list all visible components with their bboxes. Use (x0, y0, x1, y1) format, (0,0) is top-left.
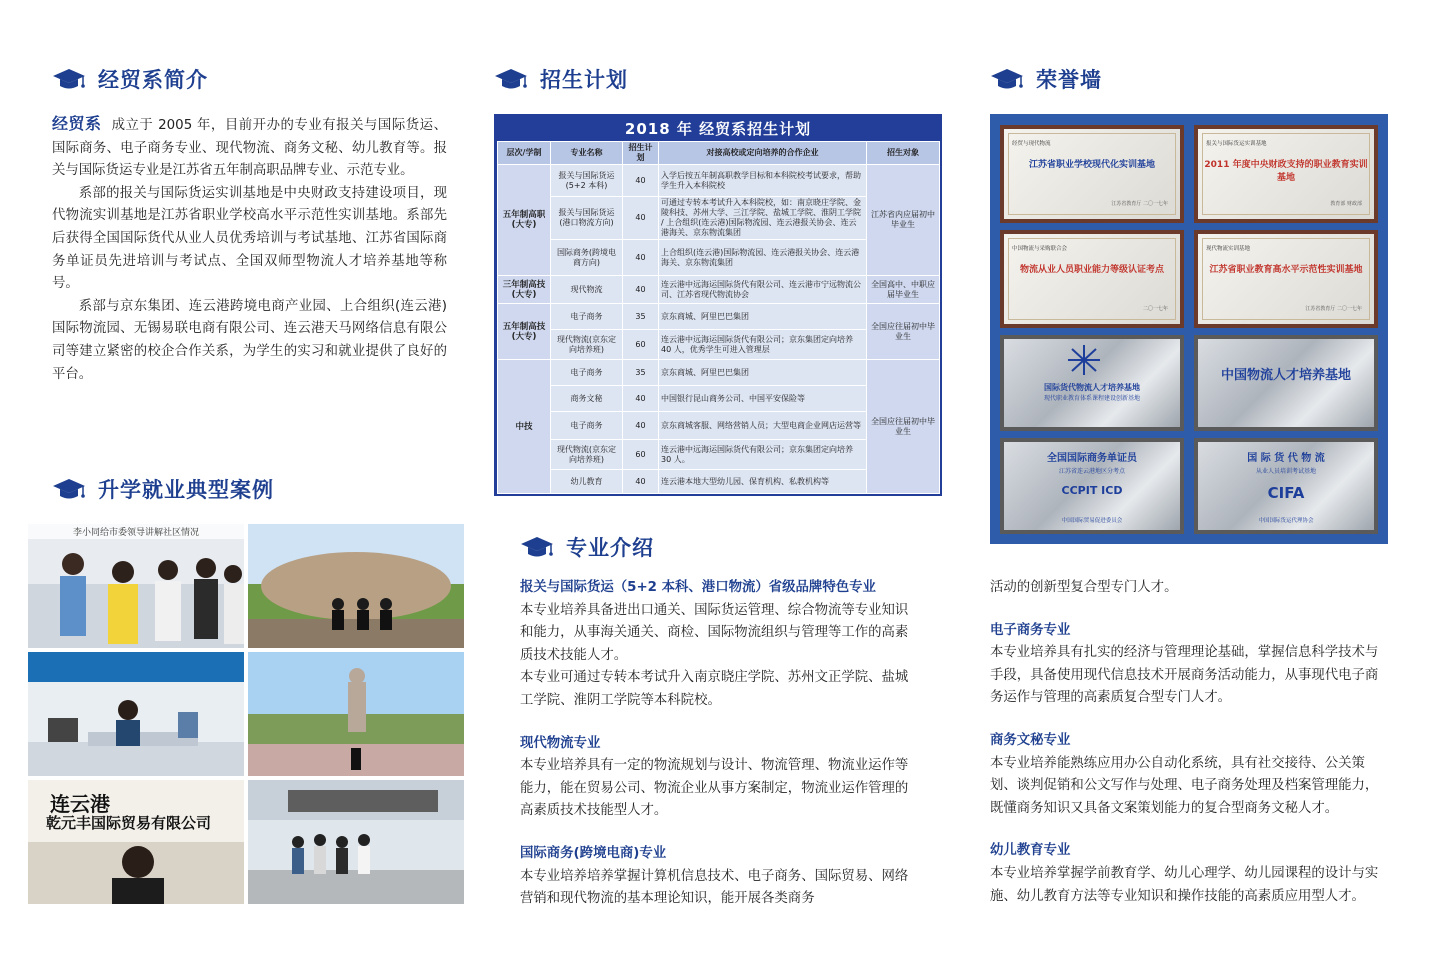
graduation-cap-icon (494, 67, 528, 91)
table-row (498, 276, 940, 304)
graduation-cap-icon (520, 535, 554, 559)
honor-plaque-8 (1194, 438, 1378, 534)
plaque-title: 全国国际商务单证员 (1047, 453, 1137, 464)
plaque-date: 二〇一七年 (1142, 306, 1168, 312)
case-photo-sign-company: 乾元丰国际贸易有限公司 (46, 814, 212, 832)
major-cell: 电子商务 (551, 412, 623, 440)
honor-plaque-2 (1194, 125, 1378, 223)
major-desc-customs-transfer: 本专业可通过专转本考试升入南京晓庄学院、苏州文正学院、盐城工学院、淮阴工学院等本科院校。 (520, 670, 909, 708)
plan-count-cell: 40 (623, 197, 659, 240)
table-row (498, 360, 940, 386)
coop-cell: 连云港中远海运国际货代有限公司、连云港市宁远物流公司、江苏省现代物流协会 (659, 276, 867, 304)
intro-paragraph-2: 系部的报关与国际货运实训基地是中央财政支持建设项目，现代物流实训基地是江苏省职业学校高水平示范性实训基地。系部先后获得全国国际货代从业人员优秀培训与考试基地、江苏省国际商务单证员先进培训与考试点、全国双师型物流人才培养基地等称号。 (52, 185, 447, 292)
intro-heading (52, 64, 208, 94)
target-cell: 江苏省内应届初中毕业生 (867, 165, 940, 276)
major-title-ecommerce: 电子商务专业 (990, 622, 1071, 638)
intro-title: 经贸系简介 (98, 68, 208, 92)
major-desc-intl-business: 本专业培养培养掌握计算机信息技术、电子商务、国际贸易、网络营销和现代物流的基本理论知识，能开展各类商务 (520, 868, 909, 907)
plaque-title: 2011 年度中央财政支持的职业教育实训基地 (1204, 160, 1368, 183)
plaque-date: 江苏省教育厅 二〇一七年 (1111, 201, 1168, 207)
level-cell: 三年制高技(大专) (498, 276, 551, 304)
level-cell: 五年制高职(大专) (498, 165, 551, 276)
honor-heading (990, 64, 1102, 94)
major-cell: 国际商务(跨境电商方向) (551, 240, 623, 276)
major-title-preschool: 幼儿教育专业 (990, 843, 1071, 859)
enrollment-plan-table (494, 114, 942, 496)
major-desc-secretary: 本专业培养能熟练应用办公自动化系统，具有社交接待、公关策划、谈判促销和公文写作与处理、电子商务处理及档案管理能力，既懂商务知识又具备文案策划能力的复合型商务文秘人才。 (990, 755, 1379, 816)
plaque-title: 国际货代物流人才培养基地 (1044, 383, 1140, 392)
major-cell: 现代物流(京东定向培养班) (551, 440, 623, 470)
plan-count-cell: 40 (623, 165, 659, 197)
plan-header-cell: 层次/学制 (498, 142, 551, 165)
major-cell: 电子商务 (551, 360, 623, 386)
plaque-org: 中国物流与采购联合会 (1012, 246, 1068, 252)
plaque-subtitle: 现代职业教育体系课程建设创新基地 (1043, 395, 1140, 402)
plan-count-cell: 40 (623, 240, 659, 276)
graduation-cap-icon (990, 67, 1024, 91)
plaque-date: 江苏省教育厅 二〇一七年 (1305, 306, 1362, 312)
cases-title: 升学就业典型案例 (98, 478, 274, 502)
plaque-org: 经贸与现代物流 (1012, 141, 1051, 147)
plan-count-cell: 60 (623, 330, 659, 360)
major-title-secretary: 商务文秘专业 (990, 732, 1071, 748)
target-cell: 全国应往届初中毕业生 (867, 360, 940, 494)
plaque-org: 现代物流实训基地 (1206, 246, 1251, 252)
level-cell: 中技 (498, 360, 551, 494)
graduation-cap-icon (52, 67, 86, 91)
plaque-title: 中国物流人才培养基地 (1220, 368, 1351, 383)
case-photo-caption: 李小同给市委领导讲解社区情况 (28, 524, 244, 539)
plan-header-cell: 专业名称 (551, 142, 623, 165)
case-photo-5 (28, 780, 244, 904)
honor-plaque-7 (1000, 438, 1184, 534)
case-photo-4 (248, 652, 464, 776)
major-title-customs: 报关与国际货运（5+2 本科、港口物流）省级品牌特色专业 (520, 580, 876, 595)
plaque-title: 江苏省职业教育高水平示范性实训基地 (1209, 265, 1363, 275)
plaque-title: 江苏省职业学校现代化实训基地 (1028, 160, 1155, 170)
plaque-subtitle: 江苏省连云港地区分考点 (1058, 468, 1125, 475)
level-cell: 五年制高技(大专) (498, 304, 551, 360)
honor-plaque-5 (1000, 335, 1184, 431)
table-row (498, 165, 940, 197)
target-cell: 全国应往届初中毕业生 (867, 304, 940, 360)
major-desc-ecommerce: 本专业培养具有扎实的经济与管理理论基础，掌握信息科学技术与手段，具备使用现代信息技术开展商务活动能力，从事现代电子商务运作与管理的高素质复合型专门人才。 (990, 645, 1379, 706)
coop-cell: 京东商城客服、网络营销人员；大型电商企业网店运营等 (659, 412, 867, 440)
honor-plaque-3 (1000, 230, 1184, 328)
major-cell: 商务文秘 (551, 386, 623, 412)
plan-table-title: 2018 年 经贸系招生计划 (624, 120, 812, 138)
plaque-title: 国 际 货 代 物 流 (1247, 453, 1325, 464)
plaque-org: 报关与国际货运实训基地 (1206, 141, 1267, 147)
plan-count-cell: 60 (623, 440, 659, 470)
intro-paragraph-3: 系部与京东集团、连云港跨境电商产业园、上合组织(连云港)国际物流园、无锡易联电商有限公司、连云港天马网络信息有限公司等建立紧密的校企合作关系，为学生的实习和就业提供了良好的平台。 (52, 298, 447, 382)
coop-cell: 京东商城、阿里巴巴集团 (659, 304, 867, 330)
coop-cell: 连云港中远海运国际货代有限公司；京东集团定向培养 40 人，优秀学生可进入管理层 (659, 330, 867, 360)
case-photo-3 (28, 652, 244, 776)
cifa-logo-icon: CIFA (1267, 484, 1305, 502)
major-cell: 报关与国际货运(港口物流方向) (551, 197, 623, 240)
plan-section-title: 招生计划 (540, 68, 628, 92)
coop-cell: 京东商城、阿里巴巴集团 (659, 360, 867, 386)
plan-count-cell: 40 (623, 470, 659, 494)
plan-heading (494, 64, 628, 94)
plan-header-cell: 对接高校或定向培养的合作企业 (659, 142, 867, 165)
coop-cell: 上合组织(连云港)国际物流园、连云港报关协会、连云港海关、京东物流集团 (659, 240, 867, 276)
major-cell: 幼儿教育 (551, 470, 623, 494)
plan-count-cell: 40 (623, 386, 659, 412)
target-cell: 全国高中、中职应届毕业生 (867, 276, 940, 304)
major-desc-intl-business-cont: 活动的创新型复合型专门人才。 (990, 580, 1178, 595)
case-photo-6 (248, 780, 464, 904)
honor-wall (990, 114, 1388, 544)
major-cell: 现代物流 (551, 276, 623, 304)
majors-heading (520, 532, 654, 562)
case-photo-2 (248, 524, 464, 648)
plan-count-cell: 40 (623, 412, 659, 440)
major-desc-customs: 本专业培养具备进出口通关、国际货运管理、综合物流等专业知识和能力，从事海关通关、商检、国际物流组织与管理等工作的高素质技术技能人才。 (520, 602, 909, 663)
coop-cell: 连云港中远海运国际货代有限公司；京东集团定向培养 30 人。 (659, 440, 867, 470)
majors-title: 专业介绍 (566, 536, 654, 560)
plaque-footer: 中国国际货运代理协会 (1258, 518, 1314, 524)
ccpit-logo-icon: CCPIT ICD (1061, 484, 1123, 497)
table-row (498, 304, 940, 330)
major-desc-logistics: 本专业培养具有一定的物流规划与设计、物流管理、物流业运作等能力，能在贸易公司、物流企业从事方案制定，物流业运作管理的高素质技术技能型人才。 (520, 758, 909, 819)
case-photo-grid (28, 524, 464, 904)
plaque-title: 物流从业人员职业能力等级认证考点 (1019, 265, 1164, 275)
coop-cell: 可通过专转本考试升入本科院校，如：南京晓庄学院、金陵科技、苏州大学、三江学院、盐城工学院、淮阴工学院 / 上合组织(连云港)国际物流园、连云港报关协会、连云港海关、京东物流集团 (659, 197, 867, 240)
graduation-cap-icon (52, 477, 86, 501)
plan-header-row (498, 142, 940, 165)
plan-header-cell: 招生计划 (623, 142, 659, 165)
major-cell: 电子商务 (551, 304, 623, 330)
intro-paragraph-1: 成立于 2005 年，目前开办的专业有报关与国际货运、国际商务、电子商务专业、现代物流、商务文秘、幼儿教育等。报关与国际货运专业是江苏省五年制高职品牌专业、示范专业。 (52, 118, 447, 179)
coop-cell: 连云港本地大型幼儿园、保育机构、私教机构等 (659, 470, 867, 494)
coop-cell: 中国银行昆山商务公司、中国平安保险等 (659, 386, 867, 412)
plaque-date: 教育部 财政部 (1330, 201, 1362, 207)
major-title-intl-business: 国际商务(跨境电商)专业 (520, 845, 667, 861)
plan-header-cell: 招生对象 (867, 142, 940, 165)
honor-plaque-4 (1194, 230, 1378, 328)
plaque-subtitle: 从业人员培训考试基地 (1255, 468, 1316, 475)
intro-text (52, 113, 447, 386)
intro-lead: 经贸系 (52, 114, 102, 133)
major-desc-preschool: 本专业培养掌握学前教育学、幼儿心理学、幼儿园课程的设计与实施、幼儿教育方法等专业知识和操作技能的高素质应用型人才。 (990, 865, 1379, 904)
majors-column-right (990, 577, 1388, 908)
plan-count-cell: 35 (623, 304, 659, 330)
plaque-footer: 中国国际贸易促进委员会 (1061, 518, 1123, 524)
plan-count-cell: 40 (623, 276, 659, 304)
major-title-logistics: 现代物流专业 (520, 735, 601, 751)
major-cell: 报关与国际货运(5+2 本科) (551, 165, 623, 197)
honor-title: 荣誉墙 (1036, 68, 1102, 92)
majors-column-middle (520, 577, 916, 911)
major-cell: 现代物流(京东定向培养班) (551, 330, 623, 360)
plan-count-cell: 35 (623, 360, 659, 386)
cases-heading (52, 474, 274, 504)
coop-cell: 入学后按五年制高职教学目标和本科院校考试要求，帮助学生升入本科院校 (659, 165, 867, 197)
case-photo-sign-city: 连云港 (50, 792, 110, 816)
honor-plaque-1 (1000, 125, 1184, 223)
case-photo-1 (28, 524, 244, 648)
starburst-logo-icon (1064, 343, 1104, 377)
honor-plaque-6 (1194, 335, 1378, 431)
